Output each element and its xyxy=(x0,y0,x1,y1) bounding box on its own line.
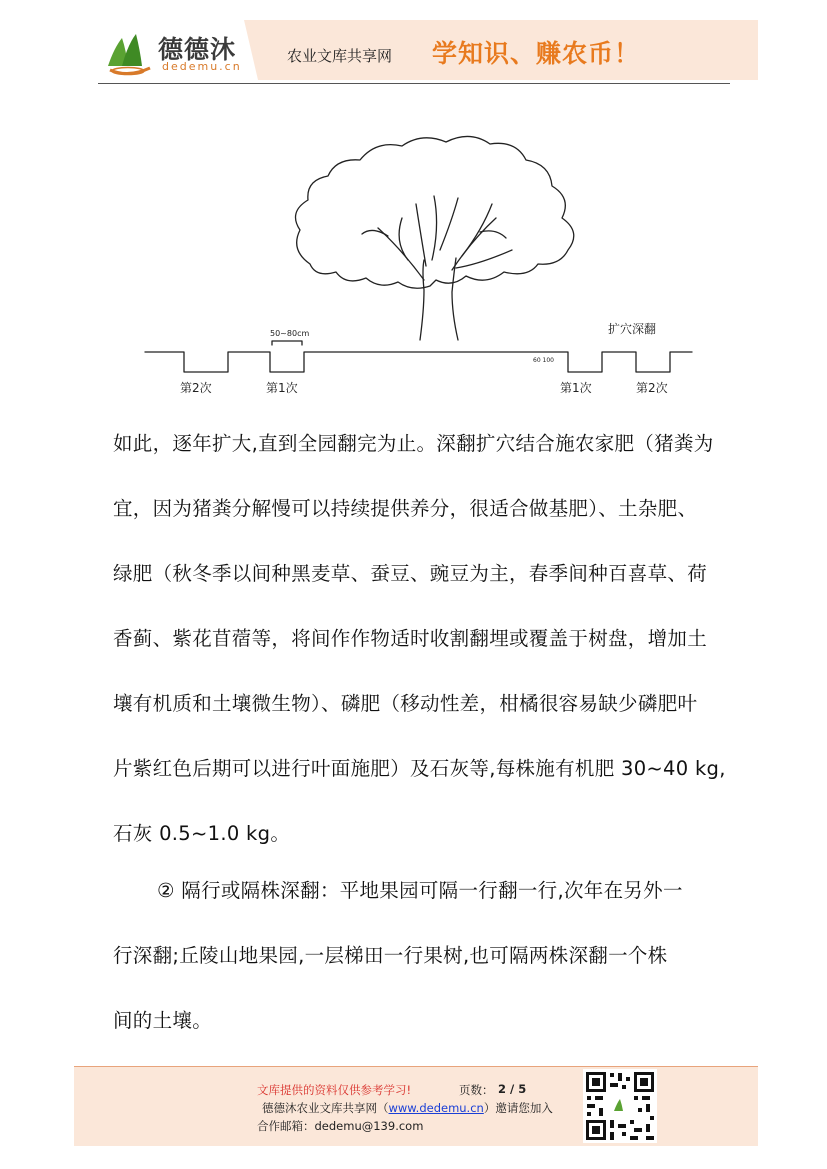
slogan: 学知识、赚农币！ xyxy=(432,39,641,68)
tree-trench-figure xyxy=(140,100,710,410)
footer-divider xyxy=(74,1066,758,1067)
label-year2-left: 第2次 xyxy=(180,381,212,395)
logo-text: 德德沐 xyxy=(158,35,237,64)
label-year1-left: 第1次 xyxy=(266,381,298,395)
invite-suffix: ）邀请您加入 xyxy=(483,1101,553,1115)
text-line: ② 隔行或隔株深翻：平地果园可隔一行翻一行,次年在另外一 xyxy=(157,879,683,902)
site-link[interactable]: www.dedemu.cn xyxy=(388,1101,484,1115)
invite-prefix: 德德沐农业文库共享网（ xyxy=(262,1101,389,1115)
depth-annotation: 60 100 xyxy=(533,357,554,364)
body-paragraph-1 xyxy=(113,411,726,866)
width-annotation: 50~80cm xyxy=(270,329,310,338)
body-paragraph-2 xyxy=(113,858,723,1053)
text-line: 宜，因为猪粪分解慢可以持续提供养分，很适合做基肥）、土杂肥、 xyxy=(113,497,698,520)
text-line: 片紫红色后期可以进行叶面施肥）及石灰等,每株施有机肥 30~40 kg, xyxy=(113,757,726,780)
footer-note: 文库提供的资料仅供参考学习! xyxy=(257,1083,412,1097)
text-line: 绿肥（秋冬季以间种黑麦草、蚕豆、豌豆为主，春季间种百喜草、荷 xyxy=(113,562,708,585)
contact-email: 合作邮箱：dedemu@139.com xyxy=(257,1119,424,1133)
header-divider xyxy=(98,83,730,84)
text-line: 间的土壤。 xyxy=(113,1009,213,1032)
figure-title: 扩穴深翻 xyxy=(608,322,657,336)
label-year2-right: 第2次 xyxy=(636,381,668,395)
qr-code-icon[interactable] xyxy=(583,1069,657,1143)
text-line: 石灰 0.5~1.0 kg。 xyxy=(113,822,291,845)
logo-domain: dedemu.cn xyxy=(162,60,242,73)
text-line: 行深翻;丘陵山地果园,一层梯田一行果树,也可隔两株深翻一个株 xyxy=(113,944,668,967)
text-line: 壤有机质和土壤微生物）、磷肥（移动性差，柑橘很容易缺少磷肥叶 xyxy=(113,692,698,715)
label-year1-right: 第1次 xyxy=(560,381,592,395)
page-label: 页数： xyxy=(459,1083,494,1097)
footer-invite xyxy=(262,1100,553,1116)
page-number: 2 / 5 xyxy=(498,1082,527,1096)
text-line: 香蓟、紫花苜蓿等，将间作作物适时收割翻埋或覆盖于树盘，增加土 xyxy=(113,627,708,650)
site-name: 农业文库共享网 xyxy=(287,47,393,65)
text-line: 如此，逐年扩大,直到全园翻完为止。深翻扩穴结合施农家肥（猪粪为 xyxy=(113,432,714,455)
